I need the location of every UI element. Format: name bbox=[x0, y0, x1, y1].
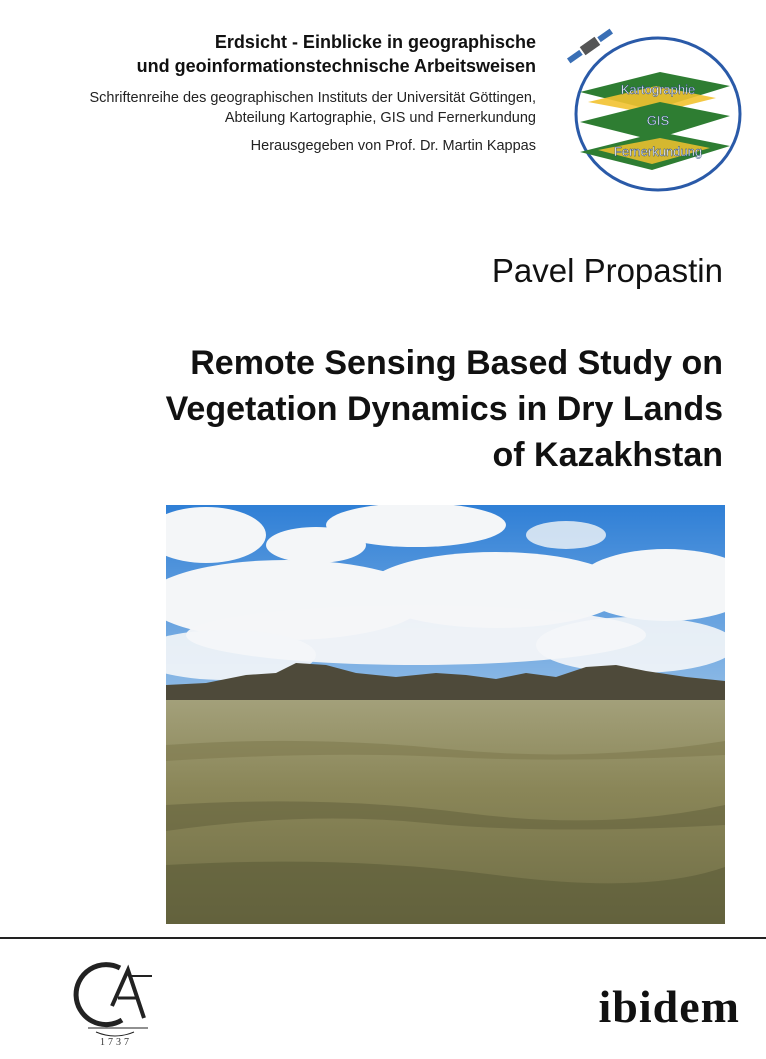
book-title-line-2: Vegetation Dynamics in Dry Lands bbox=[165, 390, 723, 428]
university-seal-icon bbox=[76, 965, 152, 1036]
logo-label-kartographie: Kartographie bbox=[620, 82, 696, 97]
publisher-logo: ibidem bbox=[598, 981, 740, 1032]
university-seal-year: 1737 bbox=[100, 1037, 132, 1048]
cover-photo-steppe-landscape bbox=[166, 505, 725, 924]
book-title-line-3: of Kazakhstan bbox=[492, 436, 723, 474]
series-title-line-2: und geoinformationstechnische Arbeitsweisen bbox=[136, 56, 536, 76]
series-title-line-1: Erdsicht - Einblicke in geographische bbox=[214, 32, 536, 52]
series-logo bbox=[560, 22, 746, 198]
series-subtitle bbox=[89, 88, 536, 128]
author-name: Pavel Propastin bbox=[491, 252, 723, 289]
university-seal bbox=[60, 948, 170, 1048]
book-title-line-1: Remote Sensing Based Study on bbox=[190, 344, 723, 382]
series-header bbox=[89, 30, 536, 156]
book-title bbox=[83, 340, 723, 478]
logo-label-fernerkundung: Fernerkundung bbox=[613, 144, 703, 159]
footer-divider bbox=[0, 937, 766, 939]
series-title bbox=[89, 30, 536, 78]
series-subtitle-line-2: Abteilung Kartographie, GIS und Fernerkundung bbox=[224, 110, 536, 126]
logo-label-gis: GIS bbox=[646, 113, 670, 128]
series-subtitle-line-1: Schriftenreihe des geographischen Instituts der Universität Göttingen, bbox=[89, 90, 536, 106]
series-editor: Herausgegeben von Prof. Dr. Martin Kappas bbox=[250, 138, 536, 154]
